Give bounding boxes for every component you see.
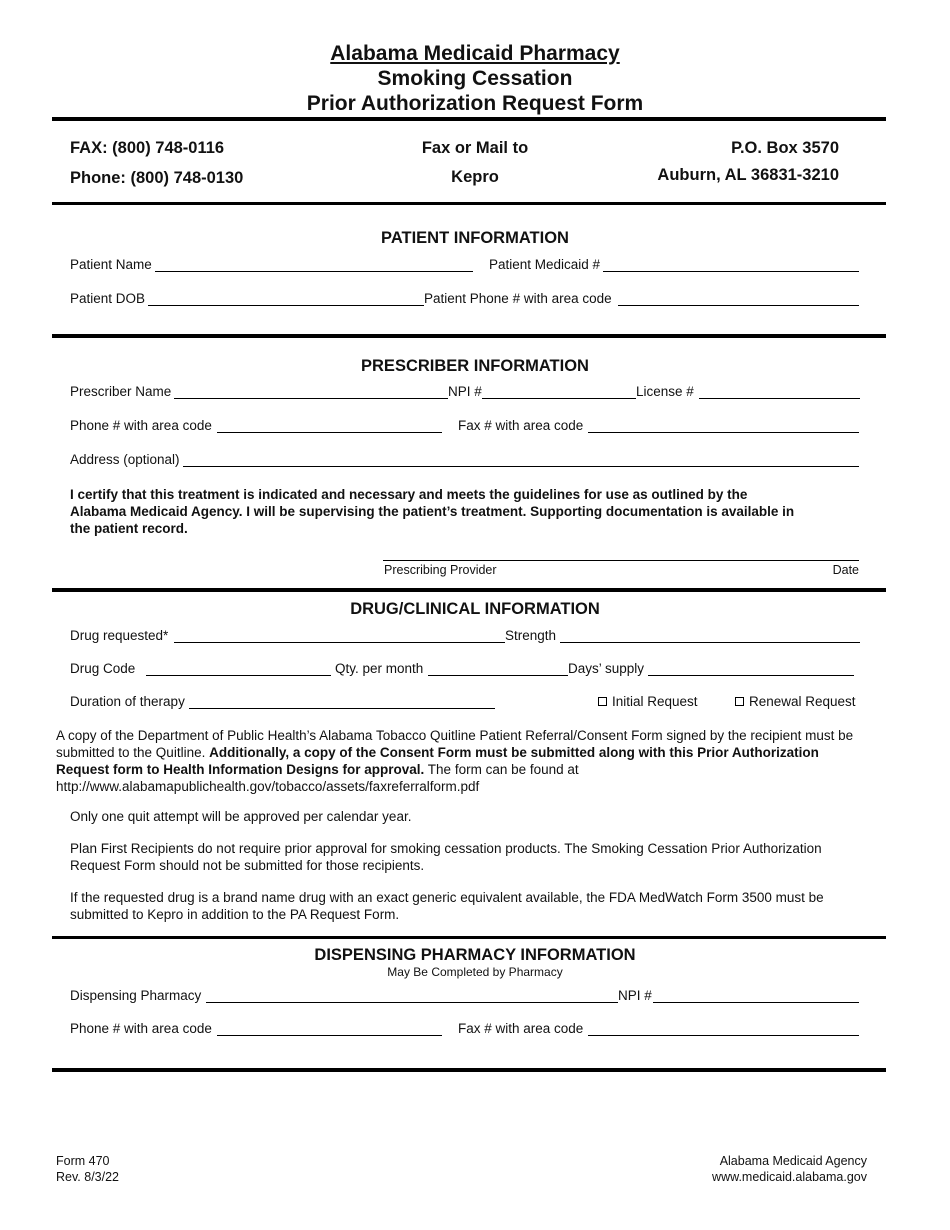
prescriber-rule	[52, 588, 886, 592]
prescriber-npi-field[interactable]	[482, 398, 636, 399]
phone-number: Phone: (800) 748-0130	[70, 169, 244, 187]
pharmacy-section-heading: DISPENSING PHARMACY INFORMATION	[314, 946, 636, 964]
prescriber-name-label: Prescriber Name	[70, 384, 172, 399]
patient-dob-field[interactable]	[148, 305, 424, 306]
prescriber-npi-label: NPI #	[448, 384, 482, 399]
pharmacy-rule	[52, 1068, 886, 1072]
certify-line-3: the patient record.	[70, 521, 188, 536]
patient-medicaid-field[interactable]	[603, 271, 859, 272]
signature-date-label: Date	[832, 563, 859, 577]
prescriber-license-field[interactable]	[699, 398, 860, 399]
patient-phone-field[interactable]	[618, 305, 859, 306]
patient-section-heading: PATIENT INFORMATION	[381, 229, 569, 247]
duration-field[interactable]	[189, 708, 495, 709]
pharmacy-npi-field[interactable]	[653, 1002, 859, 1003]
form-title-line2: Smoking Cessation	[377, 67, 573, 90]
brand-name-line-2: submitted to Kepro in addition to the PA Request Form.	[70, 907, 400, 922]
drug-requested-label: Drug requested*	[70, 628, 169, 643]
city-state-zip: Auburn, AL 36831-3210	[657, 166, 839, 184]
footer-website[interactable]: www.medicaid.alabama.gov	[712, 1170, 867, 1184]
brand-name-line-1: If the requested drug is a brand name drug with an exact generic equivalent available, the FDA MedWatch Form 3500 must be	[70, 890, 824, 905]
pharmacy-npi-label: NPI #	[618, 988, 652, 1003]
prescriber-address-field[interactable]	[183, 466, 859, 467]
header-rule	[52, 117, 886, 121]
prescriber-fax-label: Fax # with area code	[458, 418, 584, 433]
patient-medicaid-label: Patient Medicaid #	[489, 257, 601, 272]
pharmacy-fax-field[interactable]	[588, 1035, 859, 1036]
strength-field[interactable]	[560, 642, 860, 643]
dispensing-pharmacy-field[interactable]	[206, 1002, 618, 1003]
consent-line-2b: Additionally, a copy of the Consent Form must be submitted along with this Prior Authorization	[209, 745, 819, 760]
plan-first-note	[70, 840, 930, 874]
certify-line-2: Alabama Medicaid Agency. I will be supervising the patient’s treatment. Supporting documentation is available in	[70, 504, 795, 519]
prescribing-provider-label: Prescribing Provider	[384, 563, 497, 577]
patient-phone-label: Patient Phone # with area code	[424, 291, 612, 306]
duration-label: Duration of therapy	[70, 694, 185, 709]
initial-request-checkbox[interactable]	[598, 694, 698, 710]
pharmacy-phone-field[interactable]	[217, 1035, 442, 1036]
renewal-request-checkbox[interactable]	[735, 694, 856, 710]
patient-name-label: Patient Name	[70, 257, 152, 272]
drug-rule	[52, 936, 886, 939]
fax-or-mail-label: Fax or Mail to	[421, 139, 529, 157]
consent-line-1: A copy of the Department of Public Health’s Alabama Tobacco Quitline Patient Referral/Consent Form signed by the recipient must be	[56, 728, 854, 743]
drug-section-heading: DRUG/CLINICAL INFORMATION	[350, 600, 600, 618]
days-supply-label: Days’ supply	[568, 661, 645, 676]
po-box: P.O. Box 3570	[731, 139, 839, 157]
contact-rule	[52, 202, 886, 205]
drug-requested-field[interactable]	[174, 642, 505, 643]
form-revision: Rev. 8/3/22	[56, 1170, 120, 1184]
consent-form-paragraph	[56, 727, 936, 795]
fax-number: FAX: (800) 748-0116	[70, 139, 225, 157]
strength-label: Strength	[505, 628, 557, 643]
kepro-label: Kepro	[451, 168, 499, 186]
certification-statement	[70, 486, 870, 537]
patient-dob-label: Patient DOB	[70, 291, 146, 306]
renewal-request-label: Renewal Request	[749, 694, 856, 709]
prescriber-fax-field[interactable]	[588, 432, 859, 433]
pharmacy-subheading: May Be Completed by Pharmacy	[387, 965, 563, 979]
initial-request-label: Initial Request	[612, 694, 698, 709]
prescriber-address-label: Address (optional)	[70, 452, 180, 467]
certify-line-1: I certify that this treatment is indicated and necessary and meets the guidelines for use as outlined by the	[70, 487, 748, 502]
prescriber-name-field[interactable]	[174, 398, 448, 399]
pharmacy-fax-label: Fax # with area code	[458, 1021, 584, 1036]
consent-line-3a: Request form to Health Information Designs for approval.	[56, 762, 425, 777]
brand-name-note	[70, 889, 930, 923]
patient-rule	[52, 334, 886, 338]
days-supply-field[interactable]	[648, 675, 854, 676]
form-title-line3: Prior Authorization Request Form	[306, 92, 644, 115]
prescriber-license-label: License #	[636, 384, 694, 399]
patient-name-field[interactable]	[155, 271, 473, 272]
consent-line-3b: The form can be found at	[424, 762, 579, 777]
form-number: Form 470	[56, 1154, 110, 1168]
qty-per-month-field[interactable]	[428, 675, 568, 676]
prescriber-phone-field[interactable]	[217, 432, 442, 433]
plan-first-line-1: Plan First Recipients do not require prior approval for smoking cessation products. The Smoking Cessation Prior Authorization	[70, 841, 822, 856]
quit-attempt-note: Only one quit attempt will be approved per calendar year.	[70, 809, 412, 824]
prescriber-phone-label: Phone # with area code	[70, 418, 212, 433]
plan-first-line-2: Request Form should not be submitted for those recipients.	[70, 858, 425, 873]
drug-code-field[interactable]	[146, 675, 331, 676]
consent-line-2a: submitted to the Quitline.	[56, 745, 210, 760]
drug-code-label: Drug Code	[70, 661, 136, 676]
pharmacy-phone-label: Phone # with area code	[70, 1021, 212, 1036]
consent-form-url[interactable]: http://www.alabamapublichealth.gov/tobacco/assets/faxreferralform.pdf	[56, 779, 480, 794]
checkbox-icon	[735, 697, 744, 706]
checkbox-icon	[598, 697, 607, 706]
dispensing-pharmacy-label: Dispensing Pharmacy	[70, 988, 202, 1003]
footer-agency: Alabama Medicaid Agency	[719, 1154, 867, 1168]
signature-field[interactable]	[383, 560, 859, 561]
form-title-line1: Alabama Medicaid Pharmacy	[330, 42, 620, 65]
qty-per-month-label: Qty. per month	[335, 661, 424, 676]
prescriber-section-heading: PRESCRIBER INFORMATION	[361, 357, 589, 375]
